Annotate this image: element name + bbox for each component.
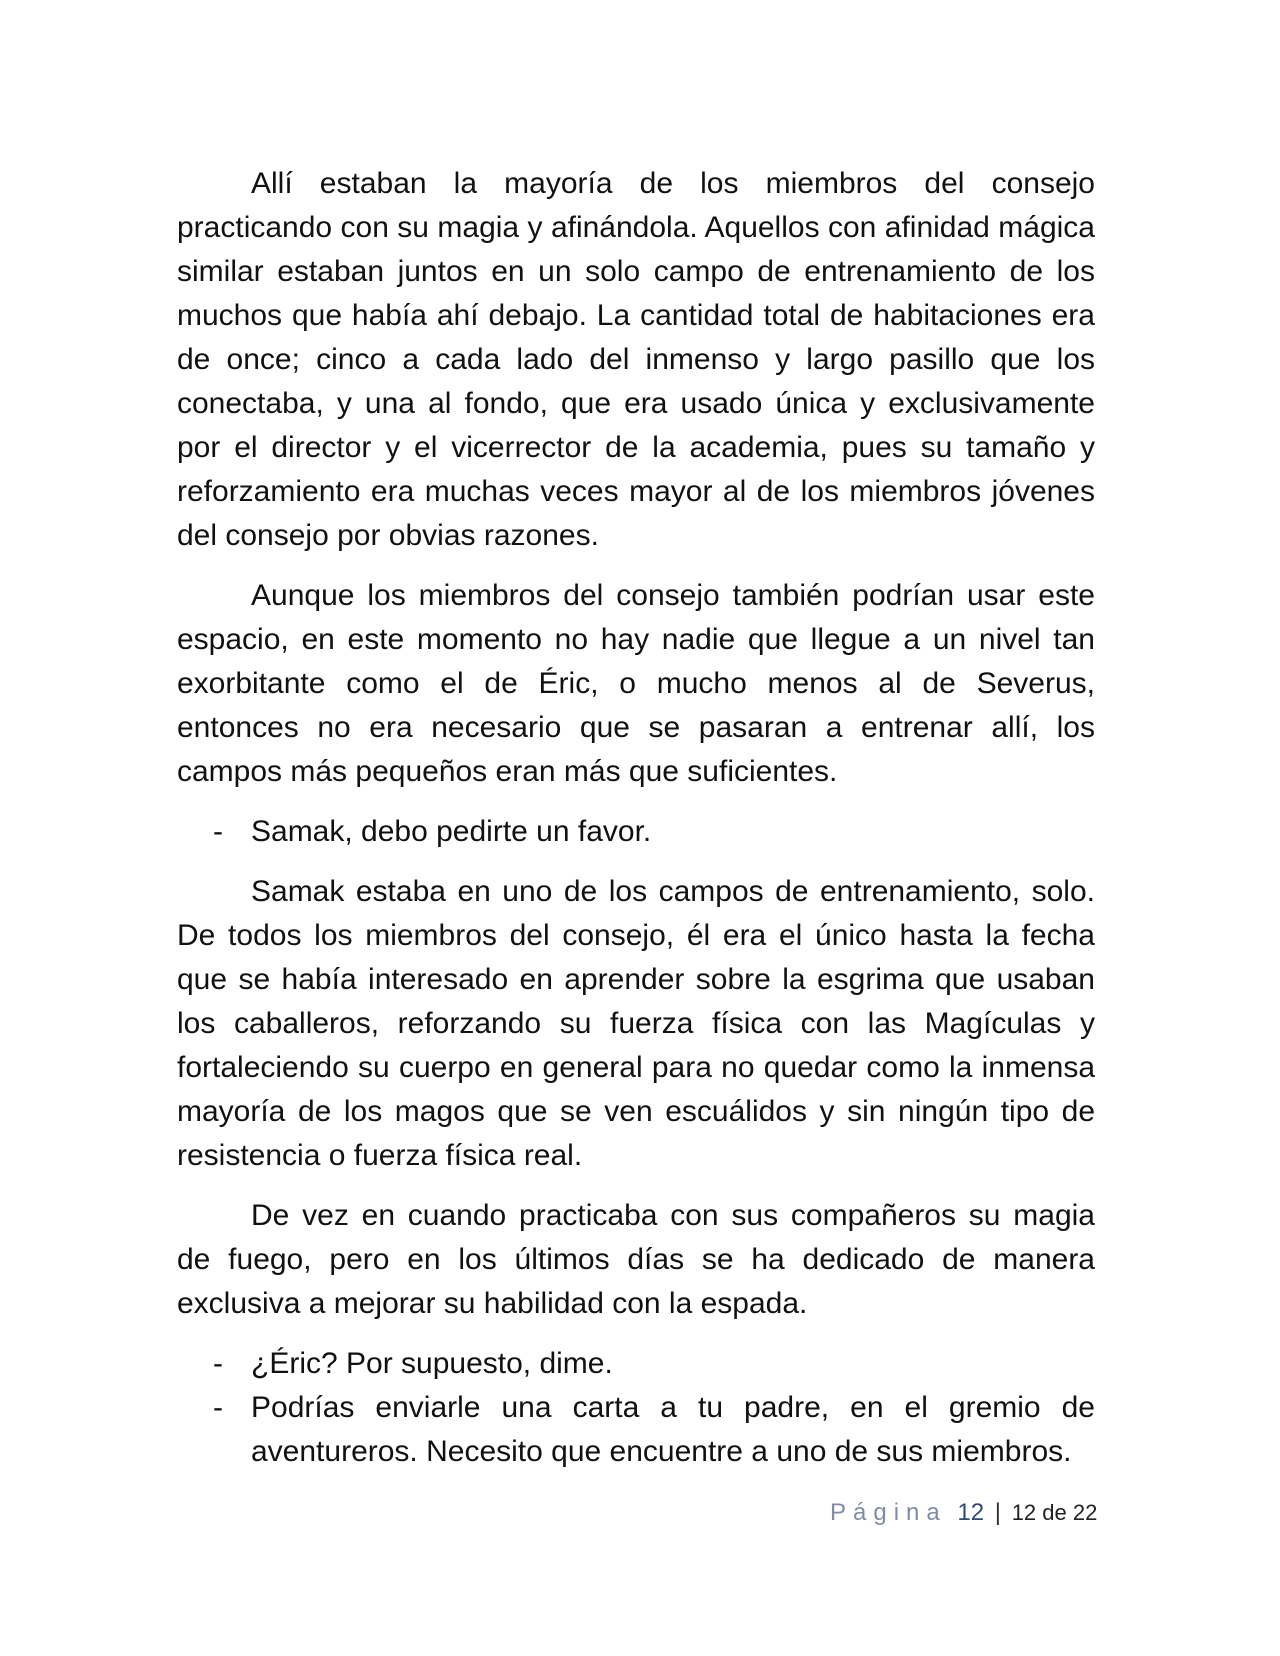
dialog-text: Samak, debo pedirte un favor.: [251, 815, 652, 848]
dialog-line-2: [177, 1342, 1095, 1386]
paragraph-4: De vez en cuando practicaba con sus compañeros su magia de fuego, pero en los últimos días se ha dedicado de manera exclusiva a mejorar su habilidad con la espada.: [177, 1199, 1095, 1320]
dialog-line-3: [177, 1386, 1095, 1474]
footer-page-total: 12 de 22: [1011, 1500, 1098, 1525]
dialog-text: Podrías enviarle una carta a tu padre, en el gremio de aventureros. Necesito que encuentre a uno de sus miembros.: [251, 1391, 1095, 1468]
document-page: [177, 162, 1095, 1490]
paragraph-2: Aunque los miembros del consejo también podrían usar este espacio, en este momento no hay nadie que llegue a un nivel tan exorbitante como el de Éric, o mucho menos al de Severus, entonces no era necesario que se pasaran a entrenar allí, los campos más pequeños eran más que suficientes.: [177, 579, 1095, 788]
paragraph-1: Allí estaban la mayoría de los miembros del consejo practicando con su magia y afinándola. Aquellos con afinidad mágica similar estaban juntos en un solo campo de entrenamiento de los muchos que había ahí debajo. La cantidad total de habitaciones era de once; cinco a cada lado del inmenso y largo pasillo que los conectaba, y una al fondo, que era usado única y exclusivamente por el director y el vicerrector de la academia, pues su tamaño y reforzamiento era muchas veces mayor al de los miembros jóvenes del consejo por obvias razones.: [177, 167, 1095, 552]
dialog-dash: -: [213, 815, 223, 848]
page-footer: [830, 1498, 1097, 1528]
footer-page-label: Página: [830, 1499, 947, 1526]
paragraph-3: Samak estaba en uno de los campos de entrenamiento, solo. De todos los miembros del consejo, él era el único hasta la fecha que se había interesado en aprender sobre la esgrima que usaban los caballeros, reforzando su fuerza física con las Magículas y fortaleciendo su cuerpo en general para no quedar como la inmensa mayoría de los magos que se ven escuálidos y sin ningún tipo de resistencia o fuerza física real.: [177, 875, 1095, 1172]
dialog-line-1: [177, 810, 1095, 854]
dialog-dash: -: [213, 1347, 223, 1380]
dialog-text: ¿Éric? Por supuesto, dime.: [251, 1347, 613, 1380]
footer-separator: |: [994, 1499, 1002, 1526]
dialog-dash: -: [213, 1391, 223, 1424]
footer-page-number: 12: [957, 1499, 985, 1526]
